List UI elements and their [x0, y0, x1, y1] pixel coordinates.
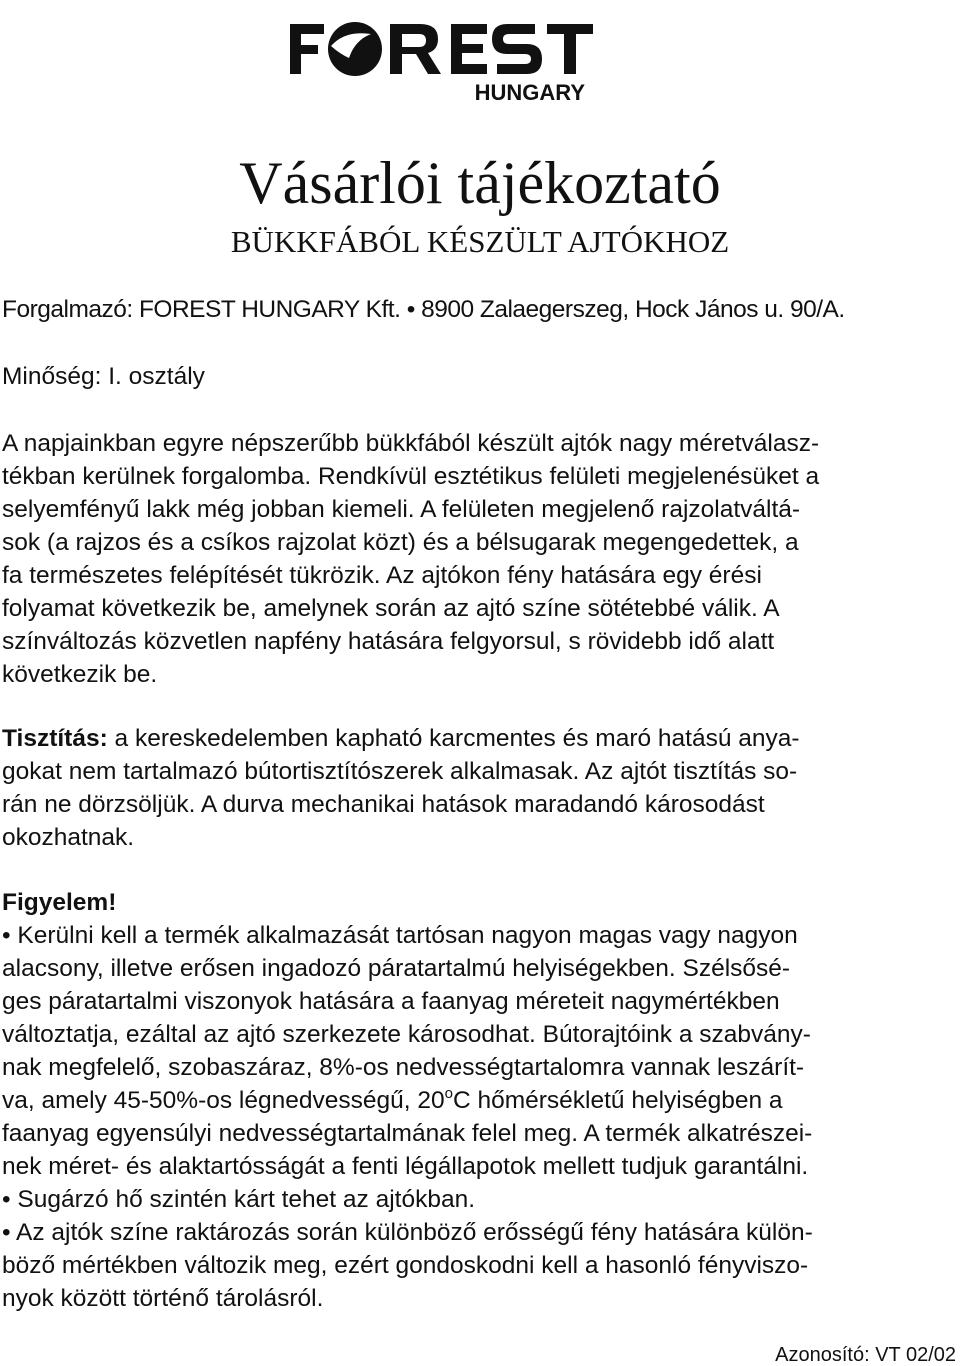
logo-subtext: HUNGARY	[474, 80, 585, 102]
degree-sign: o	[444, 1085, 453, 1102]
warning-line: • Az ajtók színe raktározás során különböző erősségű fény hatására külön-	[2, 1219, 813, 1246]
intro-line: selyemfényű lakk még jobban kiemeli. A felületen megjelenő rajzolatváltá-	[2, 496, 801, 523]
warning-line: böző mértékben változik meg, ezért gondoskodni kell a hasonló fényviszo-	[2, 1252, 809, 1279]
intro-line: sok (a rajzos és a csíkos rajzolat közt) és a bélsugarak megengedettek, a	[2, 529, 799, 556]
warning-line: nek méret- és alaktartósságát a fenti légállapotok mellett tudjuk garantálni.	[2, 1153, 809, 1180]
cleaning-line: rán ne dörzsöljük. A durva mechanikai hatások maradandó károsodást	[2, 791, 765, 818]
intro-line: folyamat következik be, amelynek során az ajtó színe sötétebbé válik. A	[2, 595, 780, 622]
intro-line: következik be.	[2, 661, 158, 688]
intro-line: A napjainkban egyre népszerűbb bükkfából készült ajtók nagy méretválasz-	[2, 430, 820, 457]
cleaning-line: okozhatnak.	[2, 824, 135, 851]
temp-text-after: C hőmérsékletű helyiségben a	[452, 1087, 783, 1114]
forest-hungary-logo	[285, 18, 675, 102]
intro-line: tékban kerülnek forgalomba. Rendkívül esztétikus felületi megjelenésüket a	[2, 463, 820, 490]
cleaning-first-line	[2, 722, 958, 755]
warning-line: alacsony, illetve erősen ingadozó páratartalmú helyiségekben. Szélsősé-	[2, 955, 791, 982]
distributor-line: Forgalmazó: FOREST HUNGARY Kft. • 8900 Zalaegerszeg, Hock János u. 90/A.	[2, 296, 845, 323]
document-title: Vásárlói tájékoztató	[239, 150, 721, 216]
warning-heading: Figyelem!	[2, 889, 117, 916]
cleaning-label: Tisztítás:	[2, 725, 108, 752]
warning-line: ges páratartalmi viszonyok hatására a faanyag méreteit nagymértékben	[2, 988, 780, 1015]
warning-line: • Kerülni kell a termék alkalmazását tartósan nagyon magas vagy nagyon	[2, 922, 798, 949]
warning-line: nak megfelelő, szobaszáraz, 8%-os nedvességtartalomra vannak leszárít-	[2, 1054, 805, 1081]
intro-line: színváltozás közvetlen napfény hatására felgyorsul, s rövidebb idő alatt	[2, 628, 775, 655]
quality-line: Minőség: I. osztály	[2, 363, 205, 390]
cleaning-text: a kereskedelemben kapható karcmentes és maró hatású anya-	[107, 725, 800, 752]
cleaning-line: gokat nem tartalmazó bútortisztítószerek alkalmasak. Az ajtót tisztítás so-	[2, 758, 798, 785]
temp-text-before: va, amely 45-50%-os légnedvességű, 20	[2, 1087, 445, 1114]
warning-line: változtatja, ezáltal az ajtó szerkezete károsodhat. Bútorajtóink a szabvány-	[2, 1021, 811, 1048]
warning-line: faanyag egyensúlyi nedvességtartalmának felel meg. A termék alkatrészei-	[2, 1120, 813, 1147]
document-identifier: Azonosító: VT 02/02	[775, 1344, 956, 1366]
document-subtitle: BÜKKFÁBÓL KÉSZÜLT AJTÓKHOZ	[230, 224, 730, 259]
warning-temperature-line	[2, 1084, 958, 1117]
warning-line: • Sugárzó hő szintén kárt tehet az ajtókban.	[2, 1186, 476, 1213]
warning-line: nyok között történő tárolásról.	[2, 1285, 324, 1312]
intro-line: fa természetes felépítését tükrözik. Az ajtókon fény hatására egy érési	[2, 562, 762, 589]
